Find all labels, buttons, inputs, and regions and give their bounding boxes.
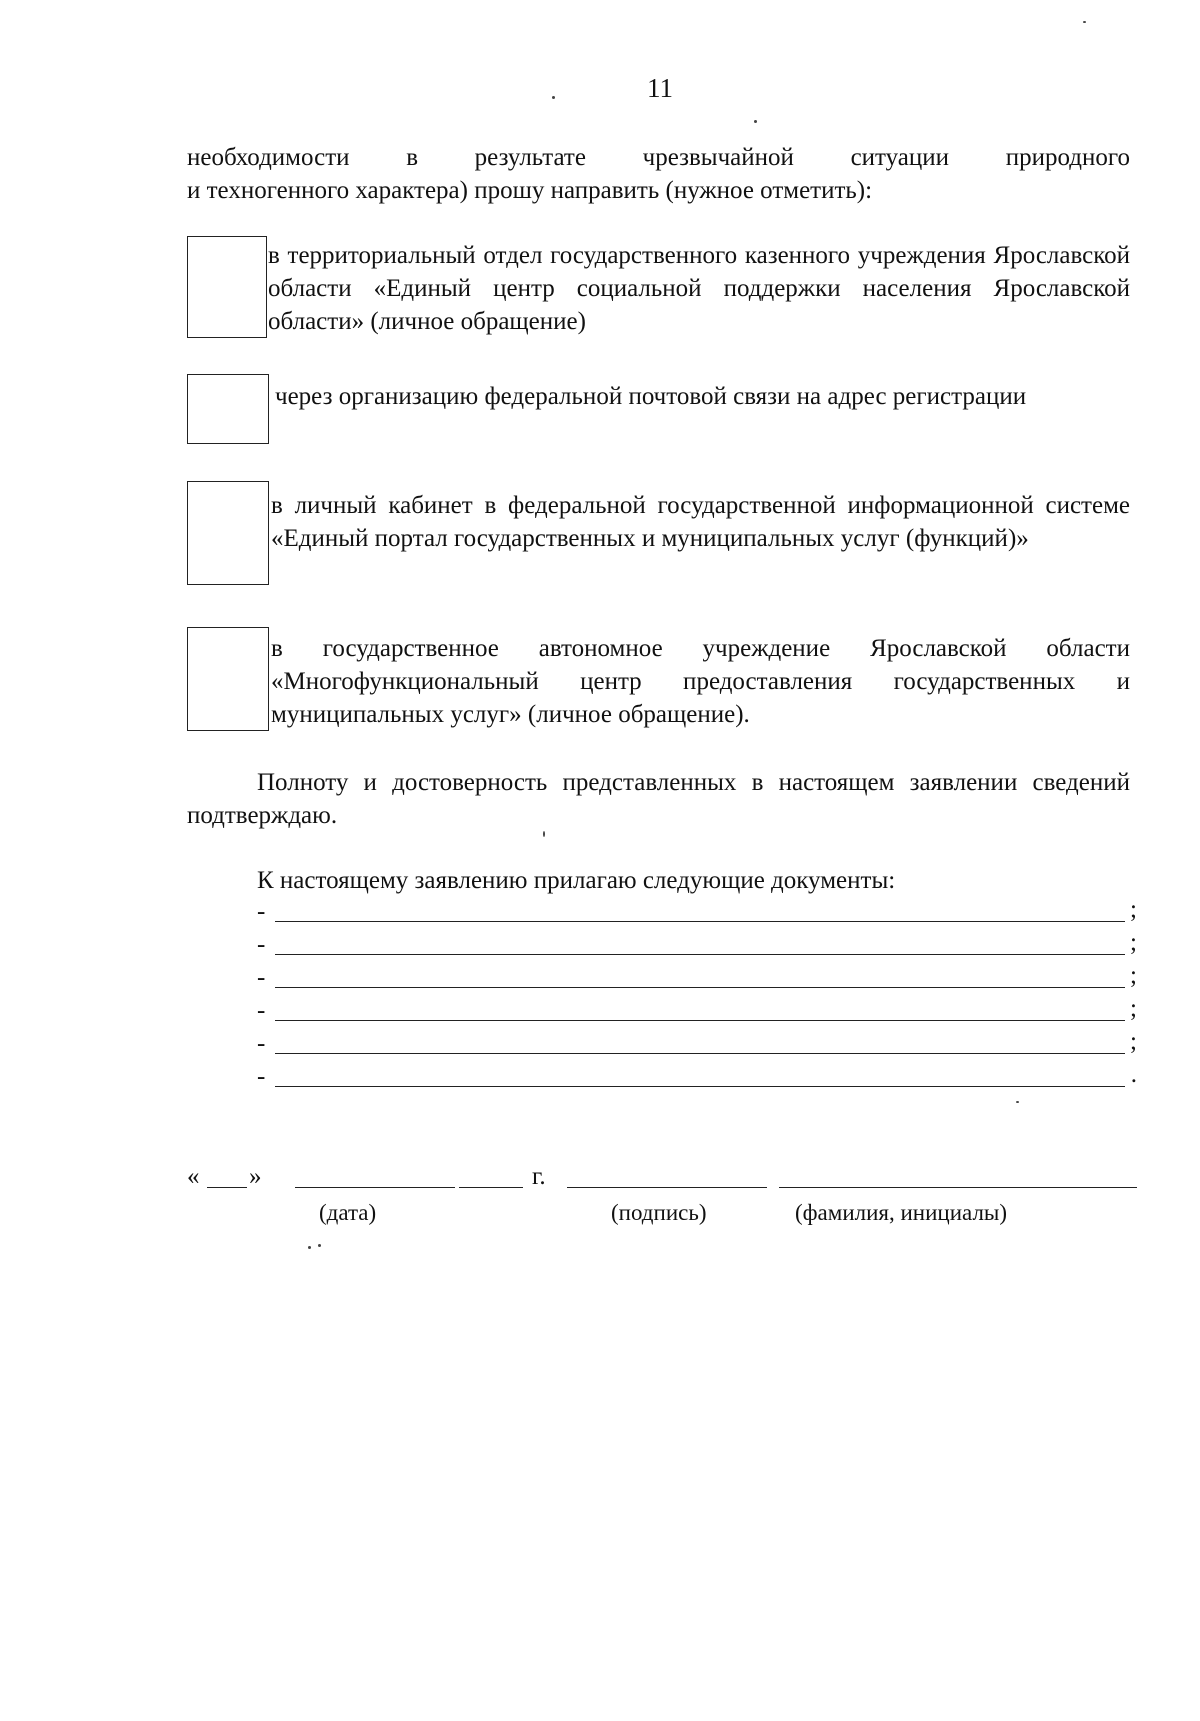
scan-speck <box>318 1244 321 1247</box>
line-dash: - <box>257 1063 266 1090</box>
attachments-list <box>187 895 1137 1093</box>
intro-paragraph <box>187 141 1130 207</box>
option-label: в территориальный отдел государственного казенного учреждения Ярославской области «Единый центр социальной поддержки населения Ярославской области» (личное обращение) <box>268 242 1130 335</box>
scan-speck <box>754 120 757 123</box>
intro-line-1: необходимости в результате чрезвычайной ситуации природного <box>187 144 1130 171</box>
scan-speck <box>1016 1101 1019 1103</box>
date-quote-open: « <box>187 1163 200 1190</box>
blank-rule <box>275 1020 1125 1021</box>
line-end: ; <box>1130 896 1137 923</box>
scan-speck <box>308 1246 311 1249</box>
signature-block <box>187 1160 1137 1240</box>
line-end: ; <box>1130 962 1137 989</box>
attachment-line[interactable] <box>187 994 1137 1027</box>
line-dash: - <box>257 997 266 1024</box>
signature-caption: (подпись) <box>611 1200 707 1225</box>
name-blank[interactable] <box>779 1187 1137 1188</box>
line-dash: - <box>257 1030 266 1057</box>
option-checkbox[interactable] <box>187 236 267 338</box>
day-blank[interactable] <box>207 1187 247 1188</box>
blank-rule <box>275 954 1125 955</box>
month-blank[interactable] <box>295 1187 455 1188</box>
intro-line-2: и техногенного характера) прошу направить (нужное отметить): <box>187 177 873 204</box>
attachment-line[interactable] <box>187 895 1137 928</box>
page-number: 11 <box>647 73 673 103</box>
scan-speck <box>1083 21 1086 23</box>
option-checkbox[interactable] <box>187 374 269 444</box>
scan-speck <box>552 96 555 99</box>
attachments-title: К настоящему заявлению прилагаю следующие документы: <box>257 867 896 894</box>
signature-blank[interactable] <box>567 1187 767 1188</box>
blank-rule <box>275 1053 1125 1054</box>
attachment-line[interactable] <box>187 1060 1137 1093</box>
line-end: ; <box>1130 995 1137 1022</box>
line-end: ; <box>1130 929 1137 956</box>
attachment-line[interactable] <box>187 1027 1137 1060</box>
confirmation-paragraph: Полноту и достоверность представленных в настоящем заявлении сведений подтверждаю. <box>187 769 1130 829</box>
option-checkbox[interactable] <box>187 481 269 585</box>
line-dash: - <box>257 898 266 925</box>
blank-rule <box>275 921 1125 922</box>
blank-rule <box>275 987 1125 988</box>
date-caption: (дата) <box>319 1200 377 1225</box>
blank-rule <box>275 1086 1125 1087</box>
line-end: . <box>1130 1061 1137 1088</box>
line-dash: - <box>257 964 266 991</box>
attachment-line[interactable] <box>187 928 1137 961</box>
year-suffix: г. <box>532 1163 546 1190</box>
year-blank[interactable] <box>459 1187 523 1188</box>
option-checkbox[interactable] <box>187 627 269 731</box>
line-end: ; <box>1130 1028 1137 1055</box>
scan-speck <box>543 831 545 837</box>
option-label: в личный кабинет в федеральной государственной информационной системе «Единый портал государственных и муниципальных услуг (функций)» <box>271 492 1130 552</box>
option-label: в государственное автономное учреждение Ярославской области «Многофункциональный центр предоставления государственных и муниципальных услуг» (личное обращение). <box>271 635 1130 728</box>
attachment-line[interactable] <box>187 961 1137 994</box>
date-quote-close: » <box>249 1163 262 1190</box>
line-dash: - <box>257 931 266 958</box>
option-label: через организацию федеральной почтовой связи на адрес регистрации <box>275 383 1027 410</box>
name-caption: (фамилия, инициалы) <box>795 1200 1008 1225</box>
